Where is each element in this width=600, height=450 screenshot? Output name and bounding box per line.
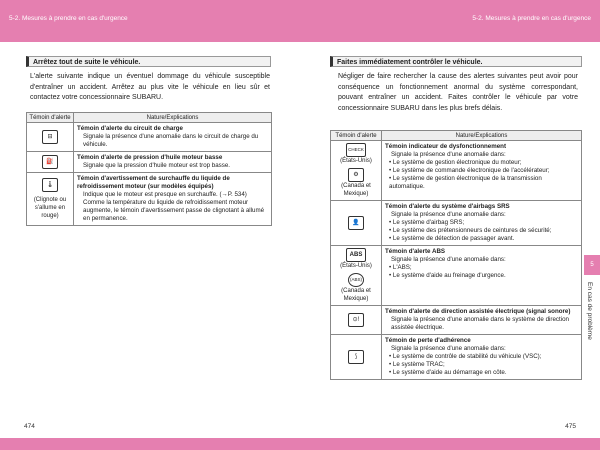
- table-row: [331, 306, 582, 335]
- row-bullet: • Le système d'aide au freinage d'urgence.: [389, 272, 506, 279]
- row-title: Témoin d'avertissement de surchauffe du liquide de refroidissement moteur (sur modèles équipés): [77, 175, 230, 190]
- row-title: Témoin d'alerte du système d'airbags SRS: [385, 203, 510, 210]
- left-col-header-1: Témoin d'alerte: [27, 113, 74, 123]
- table-row: [27, 123, 272, 152]
- row-title: Témoin indicateur de dysfonctionnement: [385, 143, 507, 150]
- row-bullet: • Le système de commande électronique de l'accélérateur;: [389, 167, 550, 174]
- row-title: Témoin d'alerte ABS: [385, 248, 446, 255]
- row-bullet: • Le système d'airbag SRS;: [389, 219, 465, 226]
- row-desc: Signale la présence d'une anomalie dans le circuit de charge du véhicule.: [83, 133, 259, 148]
- row-desc: Signale la présence d'une anomalie dans le système de direction assistée électrique.: [391, 316, 569, 331]
- slip-indicator-icon: ⟆: [348, 350, 364, 364]
- right-section-title: Faites immédiatement contrôler le véhicule.: [330, 56, 582, 67]
- row-bullet: • Le système d'aide au démarrage en côte.: [389, 369, 507, 376]
- airbag-icon: 👤: [348, 216, 364, 230]
- check-engine-icon: CHECK: [346, 143, 366, 157]
- row-bullet: • L'ABS;: [389, 264, 412, 271]
- row-desc: Signale la présence d'une anomalie dans:: [391, 211, 506, 218]
- power-steering-icon: ⊙!: [348, 313, 364, 327]
- row-bullet: • Le système de gestion électronique du moteur;: [389, 159, 522, 166]
- header-right: 5-2. Mesures à prendre en cas d'urgence: [472, 15, 591, 22]
- row-title: Témoin d'alerte de pression d'huile moteur basse: [77, 154, 223, 161]
- page-number-right: 475: [565, 423, 576, 430]
- left-intro: L'alerte suivante indique un éventuel dommage du véhicule susceptible d'entraîner un accident. Arrêtez au plus vite le véhicule en lieu sûr et contactez votre concessionnaire SUBARU.: [30, 73, 270, 101]
- abs-circle-icon: (ABS): [348, 273, 364, 287]
- icon-note: (Clignote ou s'allume en rouge): [33, 197, 67, 219]
- region-label: (États-Unis): [340, 158, 372, 164]
- oil-can-icon: ⛽: [42, 155, 58, 169]
- right-col-header-1: Témoin d'alerte: [331, 131, 382, 141]
- abs-icon: ABS: [346, 248, 366, 262]
- table-row: [331, 201, 582, 246]
- header-left: 5-2. Mesures à prendre en cas d'urgence: [9, 15, 128, 22]
- footer-bar: [0, 438, 600, 450]
- row-title: Témoin d'alerte du circuit de charge: [77, 125, 183, 132]
- row-bullet: • Le système des prétensionneurs de ceintures de sécurité;: [389, 227, 552, 234]
- row-desc: Indique que le moteur est presque en surchauffe. (→P. 534) Comme la température du liquide de refroidissement moteur augmente, le témoin d'avertissement passe de clignotant à allumé en permanence.: [83, 191, 265, 222]
- right-intro: Négliger de faire rechercher la cause des alertes suivantes peut avoir pour conséquence un fonctionnement anormal du système correspondant, pouvant entraîner un accident. Faites contrôler le véhicule par votre concessionnaire SUBARU dans les plus brefs délais.: [338, 73, 578, 112]
- engine-icon: ⚙: [348, 168, 364, 182]
- row-title: Témoin de perte d'adhérence: [385, 337, 471, 344]
- left-section-title: Arrêtez tout de suite le véhicule.: [26, 56, 271, 67]
- table-row: [331, 246, 582, 306]
- right-warning-table: [330, 130, 582, 380]
- row-desc: Signale la présence d'une anomalie dans:: [391, 151, 506, 158]
- table-row: [27, 173, 272, 226]
- row-desc: Signale la présence d'une anomalie dans:: [391, 345, 506, 352]
- row-desc: Signale la présence d'une anomalie dans:: [391, 256, 506, 263]
- chapter-tab: 5: [584, 255, 600, 275]
- right-col-header-2: Nature/Explications: [382, 131, 582, 141]
- left-col-header-2: Nature/Explications: [74, 113, 272, 123]
- region-label: (Canada et Mexique): [341, 183, 371, 197]
- table-row: [331, 141, 582, 201]
- row-bullet: • Le système TRAC;: [389, 361, 445, 368]
- row-bullet: • Le système de gestion électronique de la transmission automatique.: [389, 175, 542, 190]
- region-label: (Canada et Mexique): [341, 288, 371, 302]
- coolant-temperature-icon: 🌡: [42, 178, 58, 192]
- row-bullet: • Le système de détection de passager avant.: [389, 235, 515, 242]
- table-row: [331, 335, 582, 380]
- table-row: [27, 152, 272, 173]
- row-bullet: • Le système de contrôle de stabilité du véhicule (VSC);: [389, 353, 542, 360]
- battery-icon: ⊟: [42, 130, 58, 144]
- region-label: (États-Unis): [340, 263, 372, 269]
- row-title: Témoin d'alerte de direction assistée électrique (signal sonore): [385, 308, 571, 315]
- chapter-label: En cas de problème: [586, 282, 593, 340]
- page-number-left: 474: [24, 423, 35, 430]
- row-desc: Signale que la pression d'huile moteur est trop basse.: [83, 162, 231, 169]
- header-bar: [0, 0, 600, 42]
- left-warning-table: [26, 112, 272, 226]
